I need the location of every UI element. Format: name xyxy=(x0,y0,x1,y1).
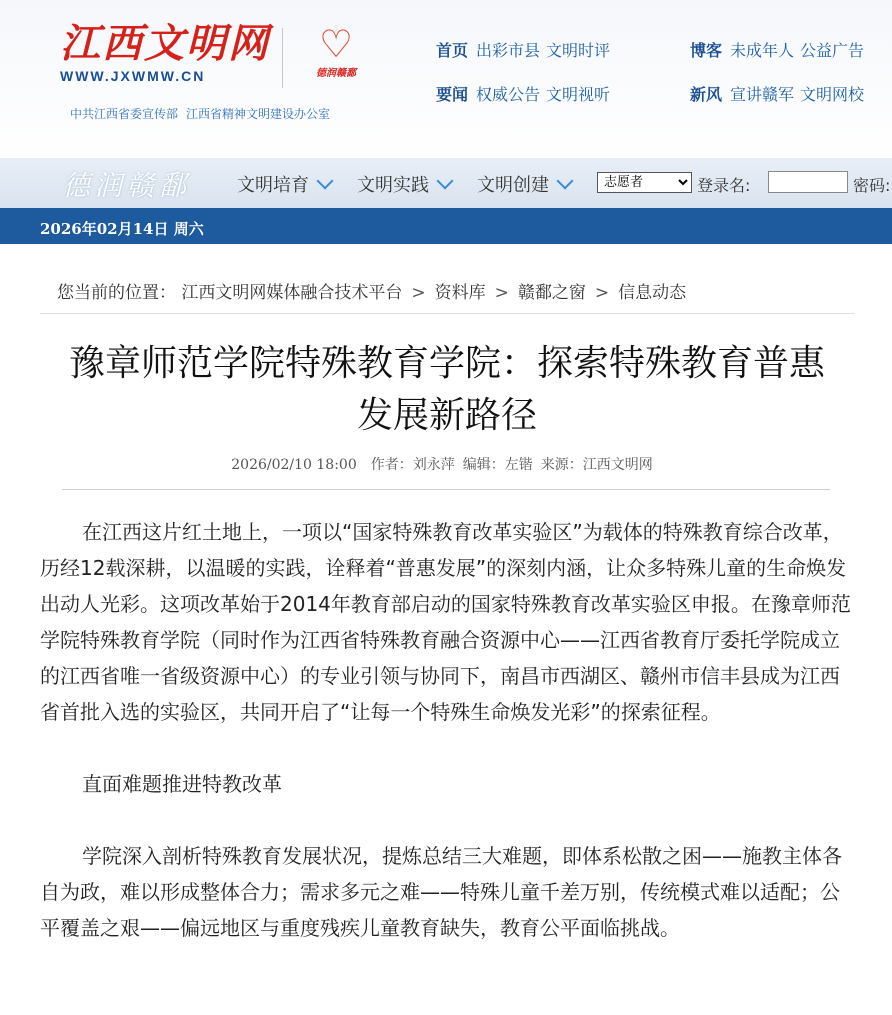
logo-url: WWW.JXWMW.CN xyxy=(60,68,206,84)
logo-divider xyxy=(282,28,283,88)
emblem-logo xyxy=(306,24,366,88)
article-paragraph: 学院深入剖析特殊教育发展状况，提炼总结三大难题，即体系松散之困——施教主体各自为政，难以形成整体合力；需求多元之难——特殊儿童千差万别，传统模式难以适配；公平覆盖之艰——偏远地区与重度残疾儿童教育缺失，教育公平面临挑战。 xyxy=(40,844,842,940)
login-label: 登录名: xyxy=(697,176,751,195)
heart-emblem-icon: ♡ xyxy=(318,22,354,66)
menu-label: 文明创建 xyxy=(477,175,549,196)
breadcrumb xyxy=(57,278,686,303)
emblem-text: 德润赣鄱 xyxy=(316,68,356,79)
nav-link[interactable]: 文明网校 xyxy=(800,85,865,104)
article-subheading: 直面难题推进特教改革 xyxy=(82,772,282,796)
article-title: 豫章师范学院特殊教育学院：探索特殊教育普惠发展新路径 xyxy=(68,343,825,436)
menu-label: 文明培育 xyxy=(237,175,309,196)
chevron-down-icon xyxy=(557,173,574,190)
top-nav-row xyxy=(436,38,892,60)
menu-label: 文明实践 xyxy=(357,175,429,196)
top-nav-row xyxy=(436,82,892,104)
article-editor: 编辑：左锴 xyxy=(462,457,533,473)
breadcrumb-prefix: 您当前的位置： xyxy=(57,283,176,303)
current-date: 2026年02月14日 周六 xyxy=(40,220,204,238)
breadcrumb-link[interactable]: 江西文明网媒体融合技术平台 xyxy=(181,283,403,303)
breadcrumb-separator-icon: > xyxy=(494,283,509,303)
calligraphy-banner: 德润赣鄱 xyxy=(62,169,191,202)
article-author: 作者：刘永萍 xyxy=(370,457,455,473)
article-body xyxy=(40,514,855,946)
main-navbar xyxy=(0,158,892,208)
breadcrumb-link[interactable]: 赣鄱之窗 xyxy=(517,283,586,303)
nav-link-blog[interactable]: 博客 xyxy=(690,41,723,60)
password-label: 密码: xyxy=(853,176,891,195)
divider xyxy=(40,313,854,314)
nav-link[interactable]: 公益广告 xyxy=(800,41,865,60)
organizer-line xyxy=(70,105,338,122)
divider xyxy=(62,489,830,490)
organizer-name: 中共江西省委宣传部 xyxy=(70,107,179,121)
role-select[interactable] xyxy=(597,172,692,193)
menu-wenming-shijian[interactable] xyxy=(357,171,451,197)
breadcrumb-separator-icon: > xyxy=(594,283,610,303)
article-meta xyxy=(0,454,892,474)
breadcrumb-link[interactable]: 资料库 xyxy=(434,283,486,303)
menu-wenming-chuangjian[interactable] xyxy=(477,171,571,197)
nav-link[interactable]: 文明视听 xyxy=(546,85,611,104)
nav-link[interactable]: 权威公告 xyxy=(476,85,541,104)
nav-link-news[interactable]: 要闻 xyxy=(436,85,469,104)
organizer-name: 江西省精神文明建设办公室 xyxy=(186,107,331,121)
menu-wenming-peiyu[interactable] xyxy=(237,171,331,197)
nav-link[interactable]: 文明时评 xyxy=(546,41,611,60)
article-date: 2026/02/10 18:00 xyxy=(231,457,357,473)
nav-link[interactable]: 未成年人 xyxy=(730,41,795,60)
article-source: 来源：江西文明网 xyxy=(540,457,653,473)
chevron-down-icon xyxy=(437,173,454,190)
nav-link-home[interactable]: 首页 xyxy=(436,41,469,60)
breadcrumb-link[interactable]: 信息动态 xyxy=(618,283,687,303)
logo-text: 江西文明网 xyxy=(60,20,270,67)
nav-link[interactable]: 宣讲赣军 xyxy=(730,85,795,104)
username-input[interactable] xyxy=(768,171,848,193)
nav-link-trend[interactable]: 新风 xyxy=(690,85,723,104)
site-header xyxy=(0,0,892,158)
site-logo[interactable] xyxy=(60,22,270,84)
breadcrumb-separator-icon: > xyxy=(411,283,426,303)
article-paragraph: 在江西这片红土地上，一项以“国家特殊教育改革实验区”为载体的特殊教育综合改革，历经12载深耕，以温暖的实践，诠释着“普惠发展”的深刻内涵，让众多特殊儿童的生命焕发出动人光彩。这项改革始于2014年教育部启动的国家特殊教育改革实验区申报。在豫章师范学院特殊教育学院（同时作为江西省特殊教育融合资源中心——江西省教育厅委托学院成立的江西省唯一省级资源中心）的专业引领与协同下，南昌市西湖区、赣州市信丰县成为江西省首批入选的实验区，共同开启了“让每一个特殊生命焕发光彩”的探索征程。 xyxy=(40,520,851,724)
date-bar xyxy=(0,208,892,244)
chevron-down-icon xyxy=(317,173,334,190)
nav-link[interactable]: 出彩市县 xyxy=(476,41,541,60)
